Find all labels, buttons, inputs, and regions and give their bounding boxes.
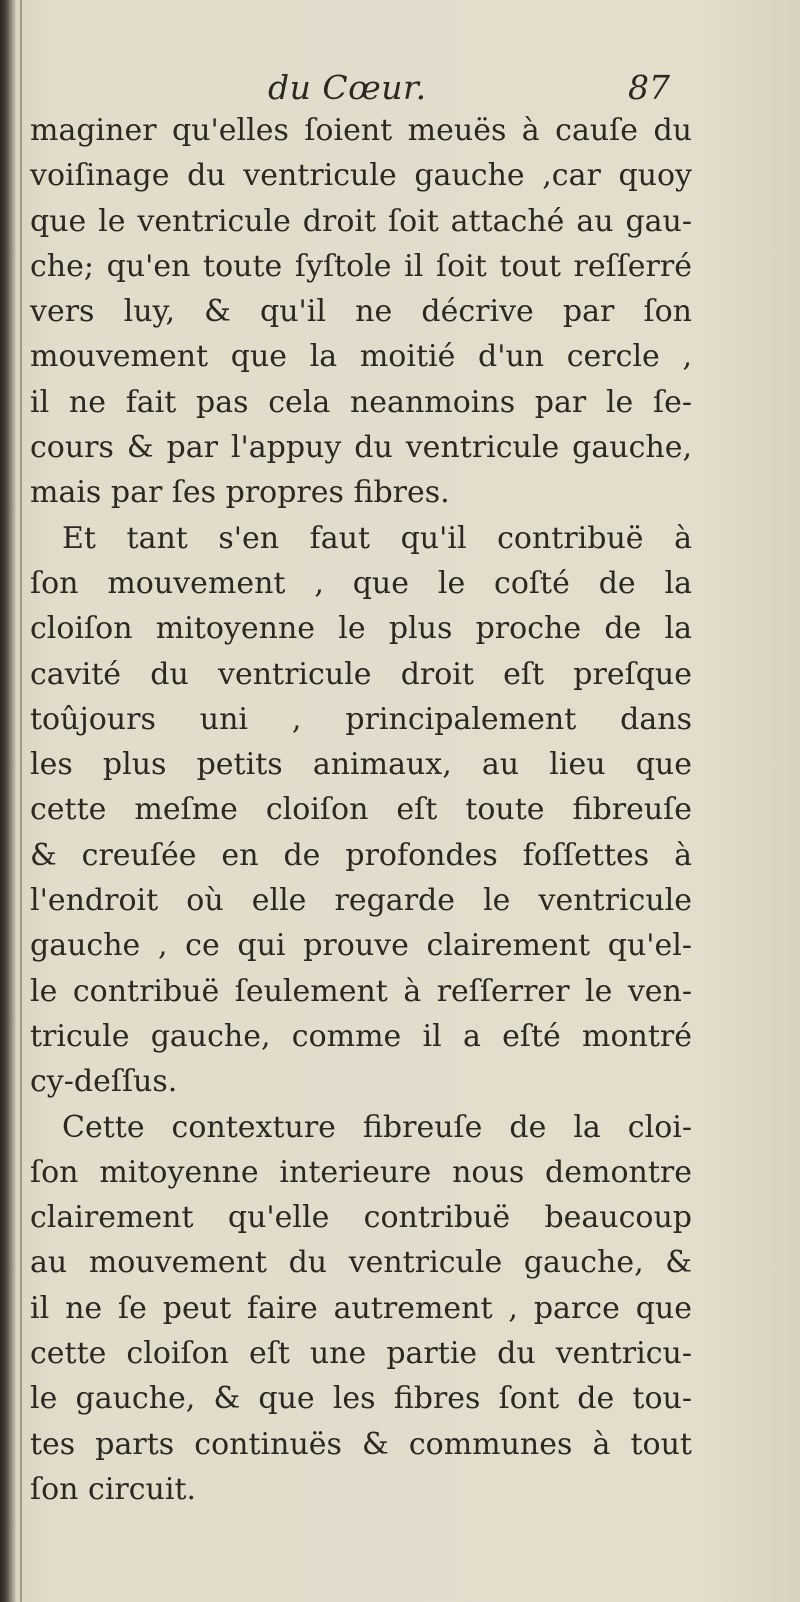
- page-number: 87: [628, 68, 670, 107]
- text-line: cette meſme cloiſon eſt toute fibreuſe: [30, 792, 692, 828]
- paragraph-start-line: Cette contexture fibreuſe de la cloi-: [62, 1109, 692, 1145]
- text-line: ſon mitoyenne interieure nous demontre: [30, 1154, 692, 1190]
- text-line: que le ventricule droit ſoit attaché au gau-: [30, 203, 692, 239]
- text-line: tricule gauche, comme il a eſté montré: [30, 1018, 692, 1054]
- text-line: il ne fait pas cela neanmoins par le ſe-: [30, 384, 692, 420]
- text-line: toûjours uni , principalement dans: [30, 701, 692, 737]
- text-line: l'endroit où elle regarde le ventricule: [30, 883, 692, 919]
- text-line: gauche , ce qui prouve clairement qu'el-: [30, 928, 692, 964]
- text-line: les plus petits animaux, au lieu que: [30, 747, 692, 783]
- running-title: du Cœur.: [268, 68, 427, 107]
- gutter-fold-line: [20, 0, 22, 1602]
- text-line: le contribuë ſeulement à reſſerrer le ven-: [30, 973, 692, 1009]
- paragraph-end-line: ſon circuit.: [30, 1471, 197, 1507]
- text-line: cavité du ventricule droit eſt preſque: [30, 656, 692, 692]
- paragraph-start-line: Et tant s'en faut qu'il contribuë à: [62, 520, 692, 556]
- text-line: le gauche, & que les fibres ſont de tou-: [30, 1381, 692, 1417]
- text-line: clairement qu'elle contribuë beaucoup: [30, 1200, 692, 1236]
- text-line: maginer qu'elles ſoient meuës à cauſe du: [30, 113, 692, 148]
- text-line: voiſinage du ventricule gauche ,car quoy: [30, 158, 692, 194]
- paragraph-end-line: mais par ſes propres fibres.: [30, 475, 450, 511]
- text-line: mouvement que la moitié d'un cercle ,: [30, 339, 692, 375]
- text-line: vers luy, & qu'il ne décrive par ſon: [30, 294, 692, 330]
- body-text: [30, 108, 692, 1512]
- text-line: il ne ſe peut faire autrement , parce que: [30, 1290, 692, 1326]
- text-line: cours & par l'appuy du ventricule gauche,: [30, 430, 692, 466]
- text-line: au mouvement du ventricule gauche, &: [30, 1245, 692, 1281]
- text-line: cette cloiſon eſt une partie du ventricu-: [30, 1336, 692, 1372]
- text-line: & creuſée en de profondes foſſettes à: [30, 837, 692, 873]
- text-line: tes parts continuës & communes à tout: [30, 1426, 692, 1462]
- paragraph-end-line: cy-deſſus.: [30, 1064, 178, 1100]
- book-gutter: [0, 0, 16, 1602]
- text-line: ſon mouvement , que le coſté de la: [30, 565, 692, 601]
- text-line: che; qu'en toute ſyſtole il ſoit tout reſſerré: [30, 248, 692, 284]
- text-line: cloiſon mitoyenne le plus proche de la: [30, 611, 692, 647]
